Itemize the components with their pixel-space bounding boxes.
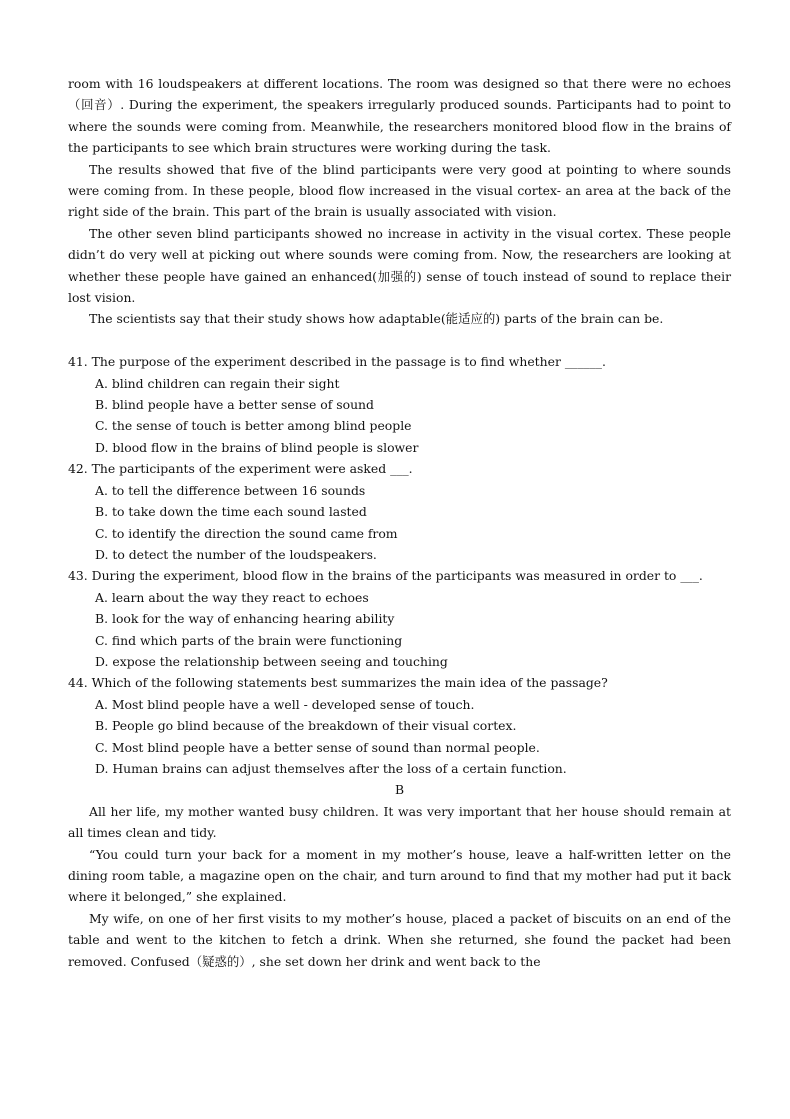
question-41 (68, 351, 731, 458)
passage-paragraph: “You could turn your back for a moment in my mother’s house, leave a half-written letter on the dining room table, a magazine open on the chair, and turn around to find that my mother had put it back where it belonged,” she explained. (68, 846, 731, 905)
passage-paragraph: The scientists say that their study shows how adaptable(能适应的) parts of the brain can be. (89, 311, 664, 327)
passage-a (68, 73, 731, 330)
answer-option: C. to identify the direction the sound came from (95, 525, 398, 541)
question-stem: 44. Which of the following statements best summarizes the main idea of the passage? (68, 675, 608, 691)
passage-paragraph: room with 16 loudspeakers at different locations. The room was designed so that there were no echoes（回音）. During the experiment, the speakers irregularly produced sounds. Participants had to point to where the sounds were coming from. Meanwhile, the researchers monitored blood flow in the brains of the participants to see which brain structures were working during the task. (68, 76, 731, 156)
answer-option: B. People go blind because of the breakdown of their visual cortex. (95, 718, 517, 734)
answer-option: D. Human brains can adjust themselves after the loss of a certain function. (95, 760, 567, 776)
question-43 (68, 565, 731, 672)
question-42 (68, 458, 731, 565)
answer-option: C. find which parts of the brain were functioning (95, 632, 403, 648)
question-stem: 41. The purpose of the experiment described in the passage is to find whether ______. (68, 354, 606, 370)
answer-option: D. to detect the number of the loudspeakers. (95, 546, 377, 562)
answer-option: A. Most blind people have a well - developed sense of touch. (95, 696, 475, 712)
passage-paragraph: The results showed that five of the blind participants were very good at pointing to where sounds were coming from. In these people, blood flow increased in the visual cortex- an area at the back of the right side of the brain. This part of the brain is usually associated with vision. (68, 161, 731, 220)
question-stem: 42. The participants of the experiment were asked ___. (68, 461, 413, 477)
passage-paragraph: My wife, on one of her first visits to my mother’s house, placed a packet of biscuits on an end of the table and went to the kitchen to fetch a drink. When she returned, she found the packet had been removed. Confused（疑惑的）, she set down her drink and went back to the (68, 910, 731, 969)
answer-option: D. expose the relationship between seeing and touching (95, 653, 448, 669)
answer-option: B. blind people have a better sense of sound (95, 397, 374, 413)
answer-option: A. to tell the difference between 16 sounds (95, 482, 366, 498)
passage-paragraph: All her life, my mother wanted busy children. It was very important that her house should remain at all times clean and tidy. (68, 803, 731, 841)
spacer (68, 330, 731, 351)
exam-page (68, 73, 731, 972)
answer-option: A. blind children can regain their sight (95, 375, 340, 391)
answer-option: C. the sense of touch is better among blind people (95, 418, 412, 434)
passage-paragraph: The other seven blind participants showed no increase in activity in the visual cortex. These people didn’t do very well at picking out where sounds were coming from. Now, the researchers are looking at whether these people have gained an enhanced(加强的) sense of touch instead of sound to replace their lost vision. (68, 225, 731, 306)
answer-option: A. learn about the way they react to echoes (95, 589, 369, 605)
section-heading: B (394, 782, 405, 798)
answer-option: B. look for the way of enhancing hearing ability (95, 611, 395, 627)
answer-option: B. to take down the time each sound lasted (95, 504, 367, 520)
answer-option: D. blood flow in the brains of blind people is slower (95, 439, 419, 455)
answer-option: C. Most blind people have a better sense of sound than normal people. (95, 739, 540, 755)
passage-b (68, 801, 731, 972)
question-stem: 43. During the experiment, blood flow in the brains of the participants was measured in order to ___. (68, 568, 703, 584)
question-44 (68, 672, 731, 779)
